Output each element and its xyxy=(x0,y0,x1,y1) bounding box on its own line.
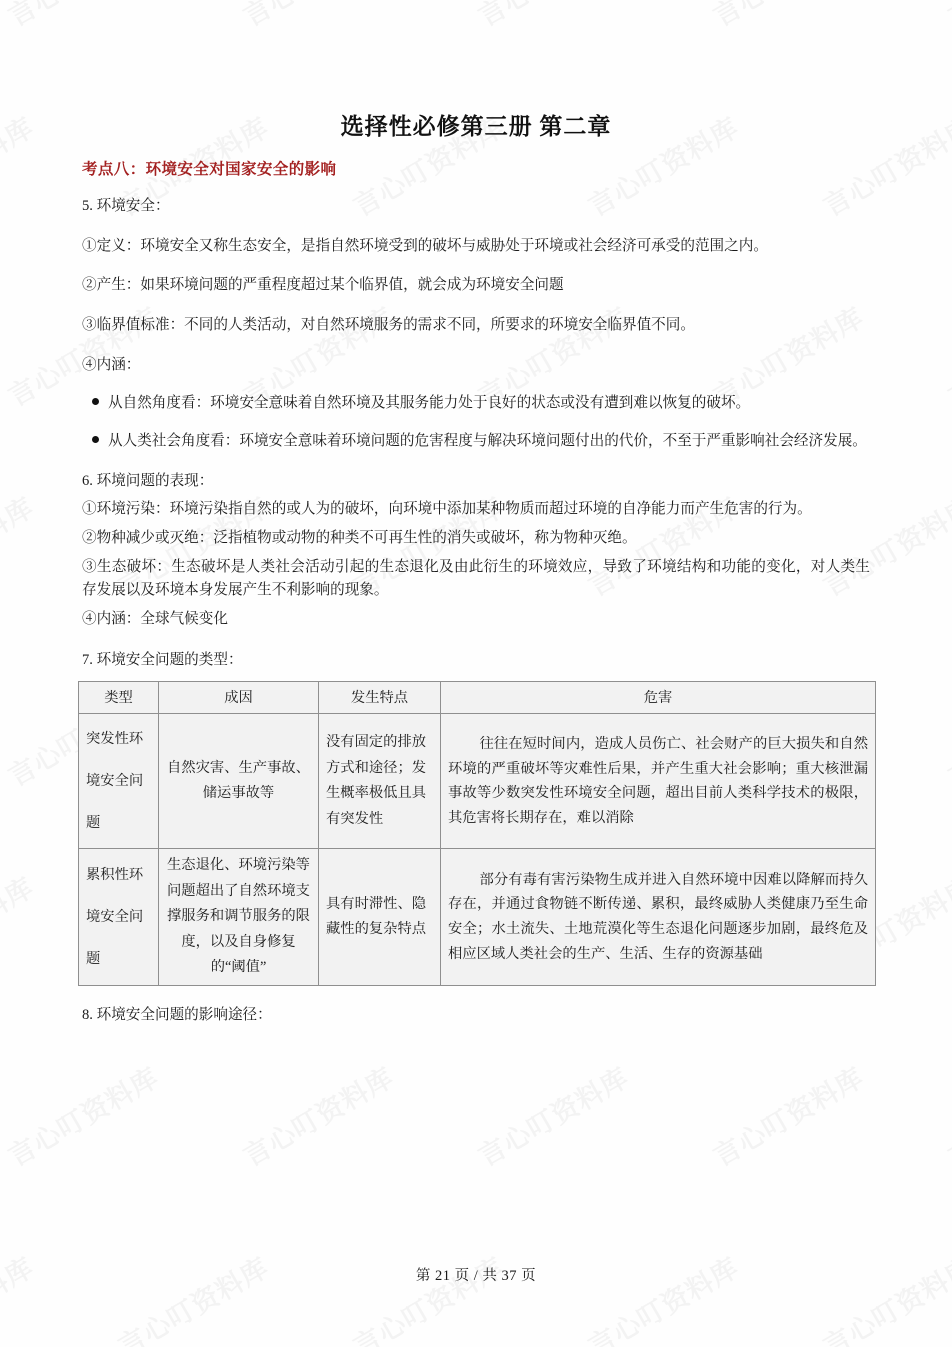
section-5-title: 5. 环境安全： xyxy=(82,198,170,214)
section-8-title: 8. 环境安全问题的影响途径： xyxy=(82,1006,272,1023)
list-item xyxy=(82,429,870,453)
section-5-item-4: ④内涵： xyxy=(82,356,141,373)
table-header-row xyxy=(79,681,876,713)
table-header-feature: 发生特点 xyxy=(319,681,441,713)
watermark-text xyxy=(110,1246,275,1347)
section-7-title: 7. 环境安全问题的类型： xyxy=(82,652,243,669)
cell-cause-cumulative: 生态退化、环境污染等问题超出了自然环境支撑服务和调节服务的限度，以及自身修复的“阈值” xyxy=(159,849,319,985)
bullet-point-icon xyxy=(82,391,108,415)
section-5-item-2: ②产生：如果环境问题的严重程度超过某个临界值，就会成为环境安全问题 xyxy=(82,277,564,294)
watermark-text xyxy=(580,1246,745,1347)
cell-harm-cumulative: 部分有毒有害污染物生成并进入自然环境中因难以降解而持久存在，并通过食物链不断传递、累积，最终威胁人类健康乃至生命安全；水土流失、土地荒漠化等生态退化问题逐步加剧，最终危及相应区域人类社会的生产、生活、生存的资源基础 xyxy=(441,849,876,985)
watermark-text xyxy=(345,1246,510,1347)
list-item xyxy=(82,391,870,415)
section-5-item-3: ③临界值标准：不同的人类活动，对自然环境服务的需求不同，所要求的环境安全临界值不同。 xyxy=(82,316,695,333)
page-title: 选择性必修第三册 第二章 xyxy=(340,114,612,139)
watermark-text xyxy=(0,1056,165,1174)
section-5-item-1: ①定义：环境安全又称生态安全，是指自然环境受到的破坏与威胁处于环境或社会经济可承受的范围之内。 xyxy=(82,237,768,254)
section-5-bullet-2: 从人类社会角度看：环境安全意味着环境问题的危害程度与解决环境问题付出的代价，不至于严重影响社会经济发展。 xyxy=(108,433,867,450)
cell-feature-cumulative: 具有时滞性、隐藏性的复杂特点 xyxy=(319,849,441,985)
cell-cause-sudden: 自然灾害、生产事故、储运事故等 xyxy=(159,713,319,849)
watermark-text xyxy=(470,1056,635,1174)
cell-harm-sudden: 往往在短时间内，造成人员伤亡、社会财产的巨大损失和自然环境的严重破坏等灾难性后果，并产生重大社会影响；重大核泄漏事故等少数突发性环境安全问题，超出目前人类科学技术的极限，其危害将长期存在，难以消除 xyxy=(441,713,876,849)
table-row xyxy=(79,849,876,985)
watermark-text xyxy=(705,1056,870,1174)
table-header-type: 类型 xyxy=(79,681,159,713)
section-5-bullet-1: 从自然角度看：环境安全意味着自然环境及其服务能力处于良好的状态或没有遭到难以恢复的破坏。 xyxy=(108,395,751,412)
cell-feature-sudden: 没有固定的排放方式和途径；发生概率极低且具有突发性 xyxy=(319,713,441,849)
cell-type-cumulative: 累积性环境安全问题 xyxy=(79,849,159,985)
watermark-text xyxy=(940,1056,952,1174)
section-6-item-1: ①环境污染：环境污染指自然的或人为的破坏，向环境中添加某种物质而超过环境的自净能力而产生危害的行为。 xyxy=(82,501,812,518)
watermark-text xyxy=(0,1246,40,1347)
table-header-harm: 危害 xyxy=(441,681,876,713)
section-6-item-4: ④内涵：全球气候变化 xyxy=(82,610,228,627)
watermark-text xyxy=(815,1246,952,1347)
section-6-item-2: ②物种减少或灭绝：泛指植物或动物的种类不可再生性的消失或破坏，称为物种灭绝。 xyxy=(82,529,637,546)
page-footer: 第 21 页 / 共 37 页 xyxy=(415,1268,537,1284)
watermark-text xyxy=(235,1056,400,1174)
section-heading-kaodian: 考点八：环境安全对国家安全的影响 xyxy=(82,161,337,178)
section-6-item-3: ③生态破坏：生态破坏是人类社会活动引起的生态退化及由此衍生的环境效应，导致了环境结构和功能的变化，对人类生存发展以及环境本身发展产生不利影响的现象。 xyxy=(82,558,870,599)
cell-type-sudden: 突发性环境安全问题 xyxy=(79,713,159,849)
section-6-title: 6. 环境问题的表现： xyxy=(82,472,214,489)
bullet-point-icon xyxy=(82,429,108,453)
table-header-cause: 成因 xyxy=(159,681,319,713)
table-row xyxy=(79,713,876,849)
environment-safety-type-table xyxy=(78,681,876,986)
